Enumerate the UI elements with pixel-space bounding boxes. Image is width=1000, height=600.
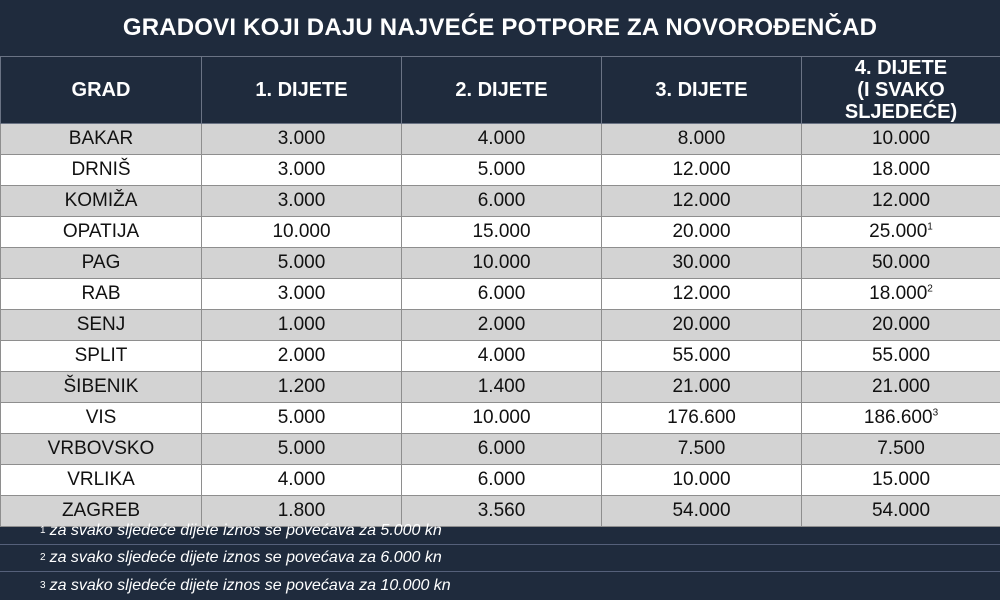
city-cell [1, 372, 202, 403]
value-cell-3 [602, 279, 802, 310]
city-cell-text: OPATIJA [62, 221, 140, 242]
value-cell-2-text: 6.000 [477, 190, 526, 211]
value-cell-3 [602, 310, 802, 341]
subsidy-table [0, 56, 1000, 527]
value-cell-4 [802, 434, 1000, 465]
city-cell-text: RAB [81, 283, 121, 304]
value-cell-2 [402, 465, 602, 496]
table-row [1, 248, 1000, 279]
value-cell-1 [202, 465, 402, 496]
table-row [1, 341, 1000, 372]
value-cell-3 [602, 186, 802, 217]
city-cell [1, 279, 202, 310]
value-cell-1-text: 10.000 [272, 221, 331, 242]
value-cell-2-text: 4.000 [477, 345, 526, 366]
city-cell [1, 310, 202, 341]
city-cell [1, 186, 202, 217]
city-cell-text: KOMIŽA [64, 190, 138, 211]
city-cell [1, 465, 202, 496]
table-row [1, 186, 1000, 217]
value-cell-2 [402, 155, 602, 186]
value-cell-2-text: 2.000 [477, 314, 526, 335]
value-cell-2-text: 10.000 [472, 407, 531, 428]
value-cell-3 [602, 124, 802, 155]
value-cell-2-text: 6.000 [477, 469, 526, 490]
value-cell-1-text: 2.000 [277, 345, 326, 366]
value-cell-3-text: 12.000 [672, 159, 731, 180]
footnote-marker: 1 [927, 221, 933, 233]
city-cell-text: ZAGREB [61, 500, 141, 521]
value-cell-3 [602, 434, 802, 465]
value-cell-2-text: 3.560 [477, 500, 526, 521]
table-row [1, 403, 1000, 434]
value-cell-1-text: 3.000 [277, 283, 326, 304]
city-cell-text: VIS [85, 407, 117, 428]
value-cell-4-text: 12.000 [871, 190, 931, 211]
value-cell-1 [202, 186, 402, 217]
value-cell-1 [202, 248, 402, 279]
city-cell-text: SENJ [76, 314, 126, 335]
table-row [1, 279, 1000, 310]
value-cell-1 [202, 372, 402, 403]
value-cell-4-text: 18.000 [871, 159, 931, 180]
table-row [1, 124, 1000, 155]
value-cell-3-text: 12.000 [672, 283, 731, 304]
value-cell-1 [202, 310, 402, 341]
value-cell-2 [402, 217, 602, 248]
value-cell-3-text: 20.000 [672, 314, 731, 335]
value-cell-1-text: 3.000 [277, 159, 326, 180]
city-cell [1, 341, 202, 372]
col-header-grad: GRAD [1, 57, 202, 124]
value-cell-1-text: 1.200 [277, 376, 326, 397]
table-title: GRADOVI KOJI DAJU NAJVEĆE POTPORE ZA NOVOROĐENČAD [122, 14, 878, 41]
value-cell-3-text: 30.000 [672, 252, 731, 273]
value-cell-4 [802, 403, 1000, 434]
value-cell-3 [602, 341, 802, 372]
value-cell-2-text: 15.000 [472, 221, 531, 242]
value-cell-1-text: 4.000 [277, 469, 326, 490]
city-cell-text: DRNIŠ [71, 159, 131, 180]
value-cell-3-text: 20.000 [672, 221, 731, 242]
city-cell-text: ŠIBENIK [63, 376, 139, 397]
footnote-marker: 3 [932, 407, 939, 419]
value-cell-2-text: 6.000 [477, 283, 526, 304]
col-header-3: 3. DIJETE [602, 57, 802, 124]
value-cell-3-text: 54.000 [672, 500, 731, 521]
city-cell [1, 217, 202, 248]
value-cell-2 [402, 310, 602, 341]
value-cell-4 [802, 310, 1000, 341]
value-cell-3-text: 176.600 [667, 407, 736, 428]
city-cell [1, 124, 202, 155]
header-row [1, 57, 1000, 124]
value-cell-4 [802, 155, 1000, 186]
value-cell-2 [402, 341, 602, 372]
table-row [1, 434, 1000, 465]
value-cell-3-text: 10.000 [672, 469, 731, 490]
value-cell-2-text: 1.400 [477, 376, 526, 397]
value-cell-2 [402, 403, 602, 434]
value-cell-1 [202, 279, 402, 310]
table-row [1, 155, 1000, 186]
value-cell-1 [202, 341, 402, 372]
value-cell-4 [802, 186, 1000, 217]
value-cell-3-text: 21.000 [672, 376, 731, 397]
value-cell-1 [202, 217, 402, 248]
value-cell-1 [202, 155, 402, 186]
footnote-text: za svako sljedeće dijete iznos se povećava za 6.000 kn [49, 549, 442, 566]
value-cell-4-text: 7.500 [877, 438, 925, 459]
footnote: 1 za svako sljedeće dijete iznos se povećava za 5.000 kn [0, 518, 1000, 545]
value-cell-4-text: 55.000 [871, 345, 931, 366]
value-cell-4-text: 15.000 [871, 469, 931, 490]
table-row [1, 372, 1000, 403]
value-cell-4-text: 20.000 [871, 314, 931, 335]
value-cell-2 [402, 186, 602, 217]
value-cell-1 [202, 434, 402, 465]
value-cell-1-text: 5.000 [277, 407, 326, 428]
value-cell-3-text: 8.000 [677, 128, 726, 149]
value-cell-4-text: 21.000 [871, 376, 931, 397]
table-row [1, 310, 1000, 341]
footnote-text: za svako sljedeće dijete iznos se povećava za 5.000 kn [49, 522, 442, 539]
city-cell [1, 434, 202, 465]
value-cell-4 [802, 341, 1000, 372]
col-header-4-line2: (I SVAKO SLJEDEĆE) [844, 79, 958, 123]
value-cell-1-text: 1.800 [277, 500, 326, 521]
footnote-marker: 2 [927, 283, 933, 295]
value-cell-3 [602, 155, 802, 186]
value-cell-4 [802, 248, 1000, 279]
value-cell-1-text: 3.000 [277, 128, 326, 149]
value-cell-4-text: 186.600 [863, 407, 933, 428]
value-cell-1 [202, 403, 402, 434]
value-cell-1-text: 5.000 [277, 252, 326, 273]
value-cell-3-text: 55.000 [672, 345, 731, 366]
value-cell-1-text: 5.000 [277, 438, 326, 459]
value-cell-3 [602, 372, 802, 403]
table-row [1, 465, 1000, 496]
value-cell-4-text: 54.000 [871, 500, 931, 521]
col-header-4 [802, 57, 1000, 124]
footnote-text: za svako sljedeće dijete iznos se povećava za 10.000 kn [49, 576, 451, 594]
value-cell-4 [802, 372, 1000, 403]
value-cell-4 [802, 217, 1000, 248]
value-cell-2-text: 5.000 [477, 159, 526, 180]
city-cell-text: SPLIT [74, 345, 128, 366]
value-cell-2-text: 4.000 [477, 128, 526, 149]
city-cell [1, 155, 202, 186]
value-cell-4-text: 18.000 [869, 283, 928, 304]
value-cell-4 [802, 279, 1000, 310]
city-cell-text: VRBOVSKO [47, 438, 155, 459]
value-cell-2 [402, 124, 602, 155]
value-cell-1-text: 3.000 [277, 190, 326, 211]
footnotes [0, 518, 1000, 599]
col-header-4-line1: 4. DIJETE [854, 57, 948, 79]
table-row [1, 217, 1000, 248]
value-cell-1-text: 1.000 [277, 314, 326, 335]
value-cell-4 [802, 124, 1000, 155]
value-cell-2-text: 10.000 [472, 252, 531, 273]
city-cell-text: VRLIKA [67, 469, 135, 490]
value-cell-3 [602, 465, 802, 496]
city-cell-text: BAKAR [68, 128, 134, 149]
value-cell-4-text: 50.000 [871, 252, 931, 273]
value-cell-2 [402, 248, 602, 279]
value-cell-4 [802, 465, 1000, 496]
value-cell-3 [602, 403, 802, 434]
city-cell [1, 248, 202, 279]
value-cell-3-text: 12.000 [672, 190, 731, 211]
value-cell-1 [202, 124, 402, 155]
value-cell-3-text: 7.500 [677, 438, 726, 459]
table-body [1, 124, 1000, 527]
city-cell-text: PAG [81, 252, 121, 273]
value-cell-2 [402, 372, 602, 403]
value-cell-3 [602, 248, 802, 279]
col-header-2: 2. DIJETE [402, 57, 602, 124]
col-header-1: 1. DIJETE [202, 57, 402, 124]
value-cell-2 [402, 434, 602, 465]
value-cell-4-text: 10.000 [871, 128, 931, 149]
value-cell-3 [602, 217, 802, 248]
footnote: 2 za svako sljedeće dijete iznos se povećava za 6.000 kn [0, 545, 1000, 572]
city-cell [1, 403, 202, 434]
value-cell-2 [402, 279, 602, 310]
footnote: 3 za svako sljedeće dijete iznos se povećava za 10.000 kn [40, 576, 451, 594]
value-cell-4-text: 25.000 [869, 221, 928, 242]
value-cell-2-text: 6.000 [477, 438, 526, 459]
